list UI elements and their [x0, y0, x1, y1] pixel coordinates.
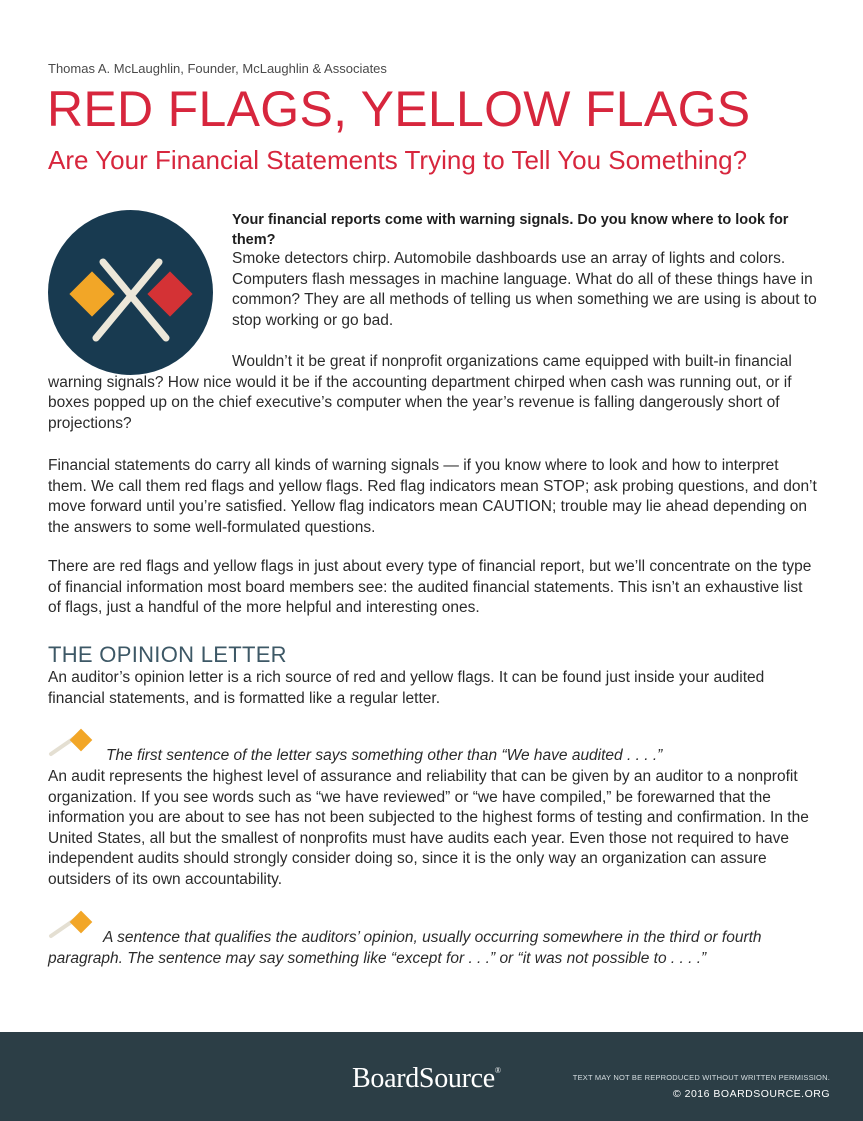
intro-paragraph-3: Financial statements do carry all kinds of warning signals — if you know where to look and how to interpret them. We call them red flags and yellow flags. Red flag indicators mean STOP; ask probing questions, and don’t move forward until you’re satisfied. Yellow flag indicators mean CAUTION; trouble may lie ahead depending on the answers to some well-formulated questions. [48, 457, 817, 536]
copyright-notice: TEXT MAY NOT BE REPRODUCED WITHOUT WRITTEN PERMISSION. [572, 1073, 830, 1082]
section-intro: An auditor’s opinion letter is a rich source of red and yellow flags. It can be found just inside your audited financial statements, and is formatted like a regular letter. [48, 669, 765, 707]
intro-paragraph-2: Wouldn’t it be great if nonprofit organizations came equipped with built-in financial warning signals? How nice would it be if the accounting department chirped when cash was running out, or if boxes popped up on the chief executive’s computer when the year’s revenue is falling dangerously short of projections? [48, 353, 792, 432]
byline: Thomas A. McLaughlin, Founder, McLaughlin & Associates [48, 61, 387, 76]
intro-paragraph-1: Smoke detectors chirp. Automobile dashboards use an array of lights and colors. Computers flash messages in machine language. What do all of these things have in common? They are all methods of telling us when something we are using is about to stop working or go bad. [232, 250, 817, 329]
registered-mark: ® [494, 1066, 501, 1075]
intro-lead: Your financial reports come with warning signals. Do you know where to look for them? [232, 212, 789, 248]
intro-paragraph-4: There are red flags and yellow flags in just about every type of financial report, but we’ll concentrate on the type of financial information most board members see: the audited financial statements. This isn’t an exhaustive list of flags, just a handful of the more helpful and interesting ones. [48, 558, 812, 616]
flag-item-2-title: A sentence that qualifies the auditors’ opinion, usually occurring somewhere in the third or fourth paragraph. The sentence may say something like “except for . . .” or “it was not possible to . . . .” [48, 929, 762, 967]
section-heading: THE OPINION LETTER [48, 642, 287, 667]
footer [0, 1032, 863, 1121]
page-subtitle: Are Your Financial Statements Trying to Tell You Something? [48, 145, 748, 175]
flag-item-1-title: The first sentence of the letter says something other than “We have audited . . . .” [106, 747, 663, 764]
boardsource-logo: BoardSource® [352, 1063, 501, 1094]
copyright-line: © 2016 BOARDSOURCE.ORG [672, 1088, 830, 1100]
crossed-flags-icon [48, 210, 213, 375]
flag-item-1-body: An audit represents the highest level of assurance and reliability that can be given by an auditor to a nonprofit organization. If you see words such as “we have reviewed” or “we have compiled,” be forewarned that the information you are about to see has not been subjected to the highest forms of testing and confirmation. In the United States, all but the smallest of nonprofits must have audits each year. Even those not required to have independent audits should strongly consider doing so, since it is the only way an organization can assure outsiders of its own accountability. [48, 768, 809, 888]
page-title: RED FLAGS, YELLOW FLAGS [47, 81, 751, 137]
yellow-flag-icon [48, 726, 96, 762]
